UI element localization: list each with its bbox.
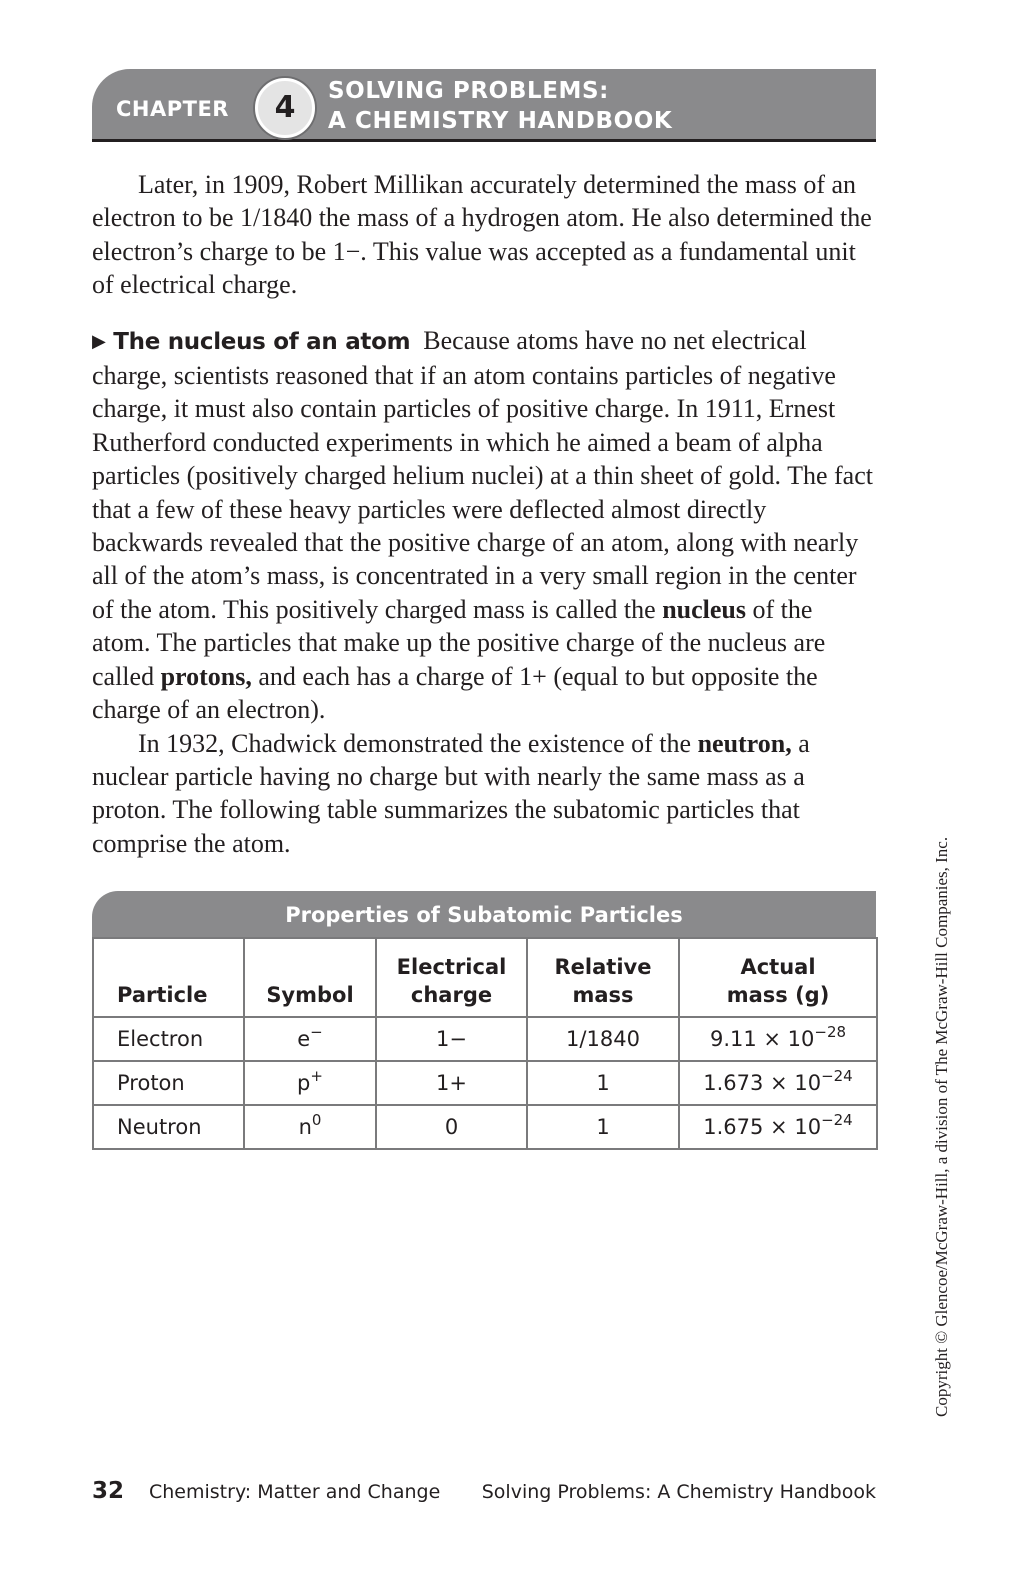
table-row — [93, 1061, 877, 1105]
chapter-header — [92, 69, 876, 144]
page-number: 32 — [92, 1478, 125, 1504]
table-header-row — [93, 938, 877, 1017]
header-electrical-charge: Electrical charge — [376, 938, 527, 1017]
cell-charge: 1− — [376, 1017, 527, 1061]
paragraph-millikan: Later, in 1909, Robert Millikan accurately determined the mass of an electron to be 1/1840 the mass of a hydrogen atom. He also determined the electron’s charge to be 1−. This value was accepted as a fundamental unit of electrical charge. — [92, 170, 872, 300]
nucleus-text-part3: and each has a charge of 1+ (equal to but opposite the charge of an electron). — [92, 661, 818, 725]
handbook-title: Solving Problems: A Chemistry Handbook — [481, 1481, 876, 1503]
book-title: Chemistry: Matter and Change — [149, 1481, 441, 1503]
cell-actual-mass: $9.11 \times 10^{-28}$ — [679, 1017, 877, 1061]
cell-relative-mass: 1/1840 — [527, 1017, 679, 1061]
body-text — [92, 168, 877, 860]
triangle-bullet-icon: ▶ — [92, 330, 106, 352]
cell-particle: Neutron — [93, 1105, 244, 1149]
header-actual-mass: Actual mass (g) — [679, 938, 877, 1017]
term-nucleus: nucleus — [662, 594, 747, 624]
chapter-title-line1: SOLVING PROBLEMS: — [328, 78, 609, 104]
nucleus-text-part2: of the atom. The particles that make up the positive charge of the nucleus are called — [92, 594, 826, 691]
section-heading — [92, 329, 410, 355]
header-symbol: Symbol — [244, 938, 376, 1017]
chapter-number-badge: 4 — [255, 78, 315, 138]
cell-charge: 0 — [376, 1105, 527, 1149]
subatomic-particles-table — [92, 891, 876, 1150]
cell-relative-mass: 1 — [527, 1061, 679, 1105]
chapter-title-line2: A CHEMISTRY HANDBOOK — [328, 108, 673, 134]
term-neutron: neutron, — [697, 728, 792, 758]
cell-symbol: p+ — [244, 1061, 376, 1105]
cell-symbol: e− — [244, 1017, 376, 1061]
page-footer — [92, 1478, 876, 1508]
header-relative-mass: Relative mass — [527, 938, 679, 1017]
cell-actual-mass: $1.673 \times 10^{-24}$ — [679, 1061, 877, 1105]
cell-particle: Electron — [93, 1017, 244, 1061]
table-title: Properties of Subatomic Particles — [92, 891, 876, 937]
table-row — [93, 1105, 877, 1149]
term-protons: protons, — [160, 661, 252, 691]
chapter-label: CHAPTER — [116, 97, 229, 121]
chadwick-text-part1: In 1932, Chadwick demonstrated the existence of the — [138, 728, 692, 758]
cell-particle: Proton — [93, 1061, 244, 1105]
section-heading-text: The nucleus of an atom — [113, 328, 411, 355]
paragraph-chadwick — [92, 727, 877, 861]
nucleus-text-part1: Because atoms have no net electrical charge, scientists reasoned that if an atom contains particles of negative charge, it must also contain particles of positive charge. In 1911, Ernest Rutherford conducted experiments in which he aimed a beam of alpha particles (positively charged helium nuclei) at a thin sheet of gold. The fact that a few of these heavy particles were deflected almost directly backwards revealed that the positive charge of an atom, along with nearly all of the atom’s mass, is concentrated in a very small region in the center of the atom. This positively charged mass is called the — [92, 325, 873, 624]
cell-charge: 1+ — [376, 1061, 527, 1105]
cell-symbol: $n^0$ — [244, 1105, 376, 1149]
table-grid — [92, 937, 878, 1150]
header-particle: Particle — [93, 938, 244, 1017]
chadwick-text-part2: a nuclear particle having no charge but with nearly the same mass as a proton. The following table summarizes the subatomic particles that comprise the atom. — [92, 728, 810, 858]
copyright-notice: Copyright © Glencoe/McGraw-Hill, a division of The McGraw-Hill Companies, Inc. — [932, 836, 951, 1417]
chapter-title — [328, 76, 672, 136]
paragraph-nucleus — [92, 324, 877, 727]
cell-actual-mass: $1.675 \times 10^{-24}$ — [679, 1105, 877, 1149]
cell-relative-mass: 1 — [527, 1105, 679, 1149]
table-row — [93, 1017, 877, 1061]
